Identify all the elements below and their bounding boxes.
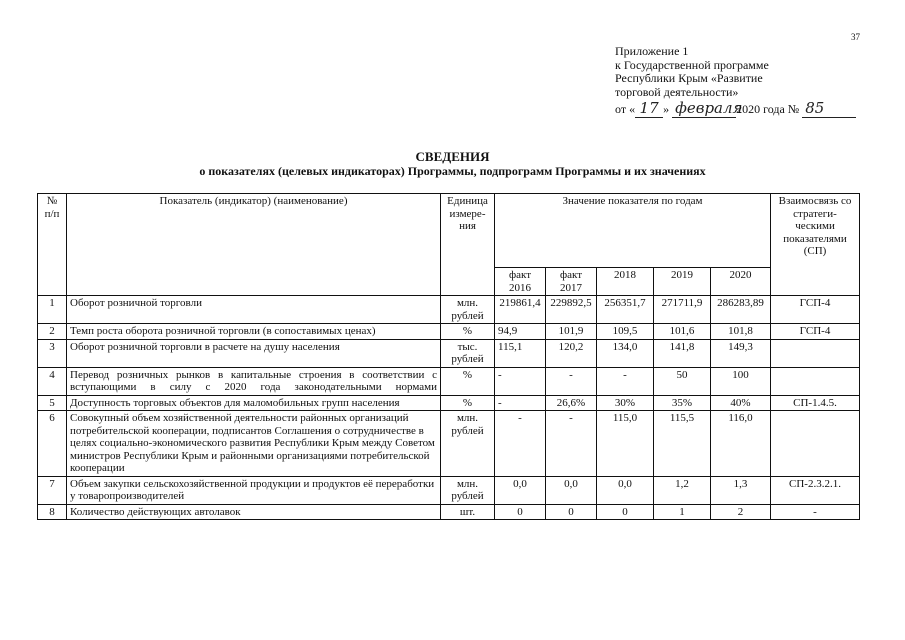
cell-value: 2 (711, 504, 771, 520)
cell-value: - (546, 411, 597, 477)
page-subtitle: о показателях (целевых индикаторах) Программы, подпрограмм Программы и их значениях (199, 164, 706, 178)
handwritten-month: февраля (672, 99, 736, 118)
table-row (38, 324, 860, 340)
cell-indicator: Темп роста оборота розничной торговли (в сопоставимых ценах) (67, 324, 441, 340)
cell-value: 271711,9 (654, 296, 711, 324)
cell-value: 115,5 (654, 411, 711, 477)
cell-num: 6 (38, 411, 67, 477)
header-row (38, 194, 860, 268)
cell-unit: % (441, 324, 495, 340)
cell-num: 4 (38, 367, 67, 395)
cell-link (771, 367, 860, 395)
cell-num: 8 (38, 504, 67, 520)
header-values: Значение показателя по годам (495, 194, 771, 268)
appendix-block (615, 45, 769, 99)
cell-value: 50 (654, 367, 711, 395)
header-year: 2019 (654, 268, 711, 296)
table-row (38, 339, 860, 367)
cell-value: 256351,7 (597, 296, 654, 324)
cell-indicator: Количество действующих автолавок (67, 504, 441, 520)
cell-unit: млн. рублей (441, 411, 495, 477)
appendix-line-3: Республики Крым «Развитие (615, 71, 763, 85)
appendix-line-1: Приложение 1 (615, 44, 689, 58)
page-number: 37 (851, 32, 860, 42)
cell-value: - (495, 367, 546, 395)
cell-link: ГСП-4 (771, 324, 860, 340)
table-row (38, 395, 860, 411)
cell-value: 100 (711, 367, 771, 395)
cell-unit: тыс. рублей (441, 339, 495, 367)
cell-link: СП-2.3.2.1. (771, 476, 860, 504)
cell-unit: % (441, 367, 495, 395)
appendix-line-2: к Государственной программе (615, 57, 769, 72)
cell-link: ГСП-4 (771, 296, 860, 324)
cell-unit: шт. (441, 504, 495, 520)
cell-value: 141,8 (654, 339, 711, 367)
cell-unit: млн. рублей (441, 296, 495, 324)
cell-num: 1 (38, 296, 67, 324)
cell-indicator: Оборот розничной торговли в расчете на душу населения (67, 339, 441, 367)
header-num: № п/п (38, 194, 67, 296)
cell-value: 94,9 (495, 324, 546, 340)
cell-indicator: Доступность торговых объектов для маломобильных групп населения (67, 395, 441, 411)
cell-value: 229892,5 (546, 296, 597, 324)
table-row (38, 296, 860, 324)
cell-value: 1 (654, 504, 711, 520)
cell-value: 101,9 (546, 324, 597, 340)
cell-link (771, 411, 860, 477)
header-year: 2018 (597, 268, 654, 296)
cell-value: - (597, 367, 654, 395)
header-unit: Единица измере-ния (441, 194, 495, 296)
date-prefix: от « (615, 102, 636, 116)
decree-date-line: от « 17 » февраля2020 года № 85 (615, 99, 856, 118)
cell-value: 0,0 (495, 476, 546, 504)
cell-value: 40% (711, 395, 771, 411)
cell-link: СП-1.4.5. (771, 395, 860, 411)
cell-value: 0,0 (597, 476, 654, 504)
cell-link (771, 339, 860, 367)
cell-value: 35% (654, 395, 711, 411)
cell-value: 0 (495, 504, 546, 520)
cell-unit: % (441, 395, 495, 411)
cell-value: 120,2 (546, 339, 597, 367)
cell-value: 101,8 (711, 324, 771, 340)
cell-value: 30% (597, 395, 654, 411)
indicators-table (37, 193, 860, 520)
handwritten-number: 85 (802, 99, 856, 118)
year-text: 2020 года № (736, 102, 800, 116)
header-link: Взаимосвязь со стратеги-ческими показателями (СП) (771, 194, 860, 296)
cell-num: 5 (38, 395, 67, 411)
cell-value: 286283,89 (711, 296, 771, 324)
cell-indicator: Оборот розничной торговли (67, 296, 441, 324)
table-row (38, 367, 860, 395)
header-year: факт 2017 (546, 268, 597, 296)
appendix-line-4: торговой деятельности» (615, 84, 739, 99)
cell-value: 149,3 (711, 339, 771, 367)
header-year: 2020 (711, 268, 771, 296)
cell-value: 1,2 (654, 476, 711, 504)
handwritten-day: 17 (635, 99, 663, 118)
cell-value: 1,3 (711, 476, 771, 504)
cell-value: 26,6% (546, 395, 597, 411)
cell-value: 115,0 (597, 411, 654, 477)
header-year: факт 2016 (495, 268, 546, 296)
cell-num: 3 (38, 339, 67, 367)
cell-value: 116,0 (711, 411, 771, 477)
cell-num: 2 (38, 324, 67, 340)
table-row (38, 476, 860, 504)
table-row (38, 411, 860, 477)
cell-value: 101,6 (654, 324, 711, 340)
cell-value: - (495, 395, 546, 411)
cell-indicator: Перевод розничных рынков в капитальные строения в соответствии с вступающими в силу с 2020 года законодательными нормами (67, 367, 441, 395)
cell-value: 109,5 (597, 324, 654, 340)
header-indicator: Показатель (индикатор) (наименование) (67, 194, 441, 296)
table-row (38, 504, 860, 520)
cell-link: - (771, 504, 860, 520)
cell-unit: млн. рублей (441, 476, 495, 504)
page-title: СВЕДЕНИЯ (415, 149, 490, 164)
cell-value: 0 (597, 504, 654, 520)
cell-value: - (546, 367, 597, 395)
cell-value: 115,1 (495, 339, 546, 367)
cell-indicator: Совокупный объем хозяйственной деятельности районных организаций потребительской кооперации, подписантов Соглашения о сотрудничестве в целях социально-экономического развития Республики Крым между Советом министров Республики Крым и районными организациями потребительской кооперации (67, 411, 441, 477)
cell-indicator: Объем закупки сельскохозяйственной продукции и продуктов её переработки у товаропроизводителей (67, 476, 441, 504)
cell-value: 0 (546, 504, 597, 520)
cell-num: 7 (38, 476, 67, 504)
cell-value: 219861,4 (495, 296, 546, 324)
cell-value: - (495, 411, 546, 477)
cell-value: 134,0 (597, 339, 654, 367)
cell-value: 0,0 (546, 476, 597, 504)
